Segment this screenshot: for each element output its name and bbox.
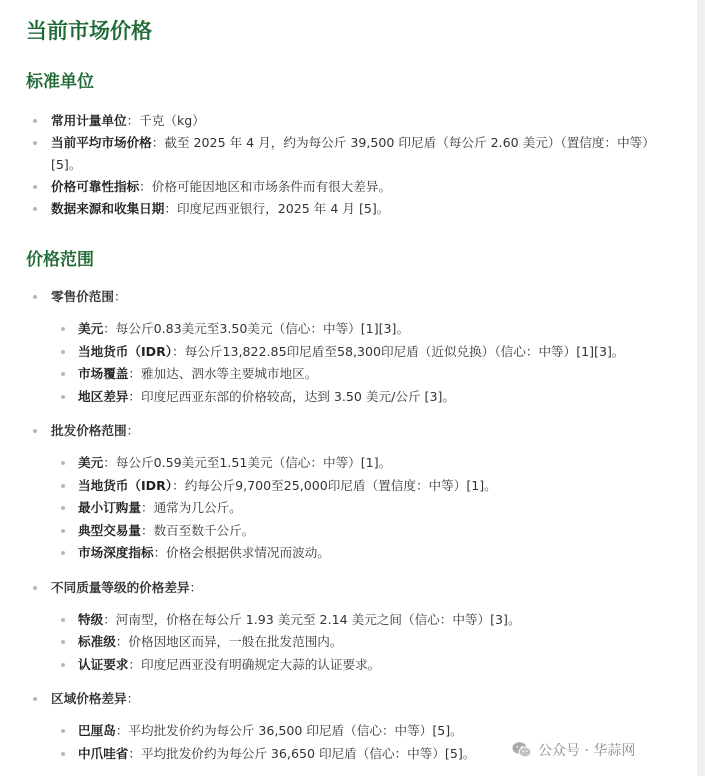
item-label: 中爪哇省 <box>78 745 129 761</box>
item-label: 特级 <box>78 611 104 627</box>
item-label: 典型交易量 <box>78 522 141 538</box>
group-label: 不同质量等级的价格差异： <box>51 579 203 595</box>
item-text: ：平均批发价约为每公斤 36,500 印尼盾（信心：中等）[5]。 <box>115 723 463 738</box>
item-text: ：价格因地区而异，一般在批发范围内。 <box>115 634 343 649</box>
watermark <box>510 738 635 762</box>
item-text: ：价格会根据供求情况而波动。 <box>153 545 330 560</box>
list-item <box>51 452 675 475</box>
list-item <box>51 497 675 520</box>
group-label: 零售价范围： <box>51 289 127 304</box>
item-label: 地区差异 <box>78 388 129 404</box>
item-text: ：截至 2025 年 4 月，约为每公斤 39,500 印尼盾（每公斤 2.60 美元）（置信度：中等）[5]。 <box>51 135 655 172</box>
list-item <box>51 475 675 498</box>
item-text: ：通常为几公斤。 <box>140 500 242 515</box>
item-label: 巴厘岛 <box>78 723 116 738</box>
list-item <box>26 132 675 176</box>
list-item <box>51 654 675 677</box>
item-label: 市场覆盖 <box>78 366 129 381</box>
list-item <box>26 198 675 220</box>
list-item <box>51 318 675 341</box>
item-label: 美元 <box>78 321 104 336</box>
item-label: 认证要求 <box>78 656 129 672</box>
item-label: 标准级 <box>78 634 116 649</box>
list-item <box>51 542 675 565</box>
list-item <box>51 386 675 409</box>
item-text: ：每公斤0.59美元至1.51美元（信心：中等）[1]。 <box>103 455 392 470</box>
item-text: ：数百至数千公斤。 <box>140 522 255 538</box>
list-item <box>51 341 675 364</box>
group-label: 批发价格范围： <box>51 423 140 438</box>
list-item <box>51 631 675 654</box>
item-label: 美元 <box>78 455 104 470</box>
item-text: ：平均批发价约为每公斤 36,650 印尼盾（信心：中等）[5]。 <box>128 745 476 761</box>
standard-unit-list <box>26 110 675 220</box>
item-label: 市场深度指标 <box>78 545 154 560</box>
item-label: 常用计量单位 <box>51 113 127 128</box>
item-label: 价格可靠性指标 <box>51 179 140 194</box>
quality-grade-group <box>26 577 675 677</box>
wholesale-price-group <box>26 420 675 565</box>
item-text: ：每公斤13,822.85印尼盾至58,300印尼盾（近似兑换）（信心：中等）[1][3]。 <box>172 343 625 359</box>
item-text: ：印度尼西亚银行，2025 年 4 月 [5]。 <box>164 201 390 216</box>
retail-price-sublist <box>51 318 675 408</box>
watermark-text: 公众号 · 华蒜网 <box>538 743 636 759</box>
list-item <box>26 176 675 198</box>
list-item <box>51 363 675 386</box>
item-text: ：河南型，价格在每公斤 1.93 美元至 2.14 美元之间（信心：中等）[3]。 <box>103 611 521 627</box>
item-label: 当地货币（IDR） <box>78 477 173 493</box>
item-text: ：每公斤0.83美元至3.50美元（信心：中等）[1][3]。 <box>103 321 410 336</box>
section-heading-standard-unit: 标准单位 <box>26 72 94 92</box>
item-label: 当前平均市场价格 <box>51 135 152 150</box>
wholesale-price-sublist <box>51 452 675 565</box>
item-label: 数据来源和收集日期 <box>51 201 165 216</box>
quality-grade-sublist <box>51 609 675 677</box>
price-range-list <box>26 286 675 765</box>
wechat-icon <box>510 738 534 762</box>
list-item <box>26 110 675 132</box>
item-label: 当地货币（IDR） <box>78 343 173 359</box>
item-text: ：价格可能因地区和市场条件而有很大差异。 <box>139 179 392 194</box>
item-text: ：约每公斤9,700至25,000印尼盾（置信度：中等）[1]。 <box>172 477 497 493</box>
item-text: ：印度尼西亚没有明确规定大蒜的认证要求。 <box>128 656 381 672</box>
item-text: ：印度尼西亚东部的价格较高，达到 3.50 美元/公斤 [3]。 <box>128 388 455 404</box>
page-title: 当前市场价格 <box>26 19 152 43</box>
item-text: ：千克（kg） <box>126 113 205 128</box>
list-item <box>51 609 675 632</box>
item-label: 最小订购量 <box>78 500 141 515</box>
retail-price-group <box>26 286 675 408</box>
section-heading-price-range: 价格范围 <box>26 250 94 270</box>
list-item <box>51 520 675 543</box>
item-text: ：雅加达、泗水等主要城市地区。 <box>128 366 318 381</box>
group-label: 区域价格差异： <box>51 691 140 706</box>
